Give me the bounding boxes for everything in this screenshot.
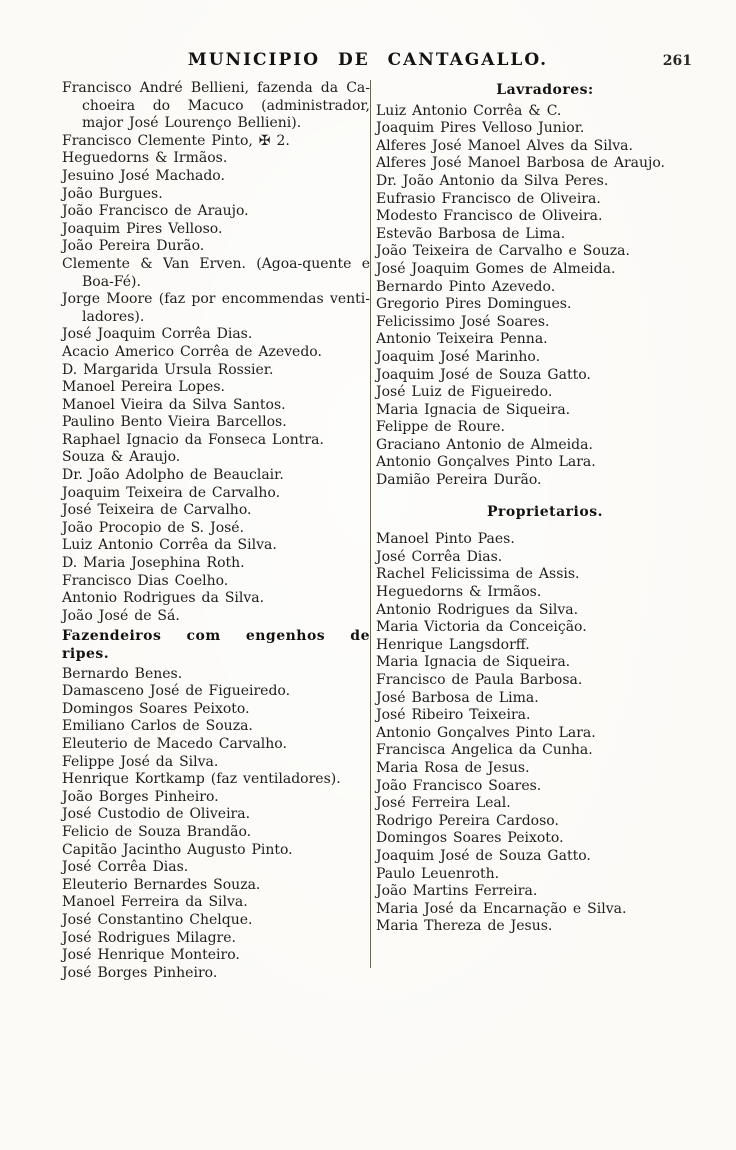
directory-entry: Alferes José Manoel Barbosa de Araujo. [376,155,666,172]
directory-entry: José Constantino Chelque. [62,911,253,928]
directory-entry: Emiliano Carlos de Souza. [62,718,253,735]
directory-entry: Joaquim José de Souza Gatto. [376,847,591,864]
directory-entry: Joaquim Pires Velloso Junior. [376,120,585,137]
directory-entry: Heguedorns & Irmãos. [376,584,542,601]
lavradores-entry-list [376,103,714,490]
directory-entry: Henrique Langsdorff. [376,636,530,653]
directory-entry: Maria Victoria da Conceição. [376,619,587,636]
directory-entry: Maria José da Encarnação e Silva. [376,900,627,917]
directory-entry: Antonio Gonçalves Pinto Lara. [376,724,596,741]
directory-entry: Graciano Antonio de Almeida. [376,436,593,453]
directory-entry: Luiz Antonio Corrêa & C. [376,102,562,119]
directory-entry: Clemente & Van Erven. (Agoa-quente e Boa-Fé). [62,255,370,290]
directory-entry: Maria Thereza de Jesus. [376,918,553,935]
directory-entry: Jorge Moore (faz por encommendas venti-ladores). [62,291,370,325]
directory-entry: Luiz Antonio Corrêa da Silva. [62,537,277,554]
directory-entry: Capitão Jacintho Augusto Pinto. [62,841,293,858]
directory-entry: Felippe de Roure. [376,419,505,436]
directory-entry: José Corrêa Dias. [376,548,503,565]
directory-entry: D. Margarida Ursula Rossier. [62,361,274,378]
directory-entry: Eleuterio Bernardes Souza. [62,876,261,893]
two-column-layout [62,80,714,981]
directory-entry: José Barbosa de Lima. [376,689,539,706]
directory-entry: Joaquim Teixeira de Carvalho. [62,484,281,501]
directory-entry: José Teixeira de Carvalho. [62,502,252,519]
directory-entry: João Pereira Durão. [62,238,205,255]
directory-entry: Felicissimo José Soares. [376,313,550,330]
directory-entry: Bernardo Pinto Azevedo. [376,278,556,295]
directory-entry: Paulo Leuenroth. [376,865,500,882]
directory-entry: João Borges Pinheiro. [62,788,219,805]
directory-entry: Damasceno José de Figueiredo. [62,683,291,700]
directory-entry: Manoel Vieira da Silva Santos. [62,396,286,413]
directory-entry: Acacio Americo Corrêa de Azevedo. [62,343,322,360]
fazendeiros-entry-list [62,666,370,983]
directory-entry: Felicio de Souza Brandão. [62,823,252,840]
directory-entry: Jesuino José Machado. [62,167,225,184]
directory-entry: José Ferreira Leal. [376,795,511,812]
directory-entry: Francisco André Bellieni, fazenda da Ca-choeira do Macuco (administrador, major José Lourenço Bellieni). [62,80,370,132]
directory-entry: João Procopio de S. José. [62,519,245,536]
proprietarios-entry-list [376,531,714,936]
directory-entry: Francisco de Paula Barbosa. [376,672,583,688]
directory-entry: José Joaquim Gomes de Almeida. [376,260,616,277]
page-title: MUNICIPIO DE CANTAGALLO. [187,50,549,70]
directory-entry: Francisco Clemente Pinto, ✠ 2. [62,132,290,149]
section-heading-lavradores: Lavradores: [496,82,594,98]
directory-entry: Heguedorns & Irmãos. [62,150,228,167]
directory-entry: João Teixeira de Carvalho e Souza. [376,243,630,260]
directory-entry: José Ribeiro Teixeira. [376,707,531,724]
page-number: 261 [662,53,692,69]
directory-entry: João Martins Ferreira. [376,883,538,900]
directory-entry: Joaquim José de Souza Gatto. [376,366,591,383]
directory-entry: Bernardo Benes. [62,665,183,682]
directory-entry: José Rodrigues Milagre. [62,929,236,946]
directory-entry: José Luiz de Figueiredo. [376,384,553,401]
directory-entry: João José de Sá. [62,607,180,624]
directory-entry: Damião Pereira Durão. [376,472,542,489]
directory-entry: Rodrigo Pereira Cardoso. [376,812,559,829]
directory-entry: Dr. João Adolpho de Beauclair. [62,467,284,484]
directory-entry: Maria Ignacia de Siqueira. [376,401,571,418]
directory-entry: José Joaquim Corrêa Dias. [62,326,253,343]
directory-entry: Domingos Soares Peixoto. [62,700,250,717]
directory-entry: Antonio Rodrigues da Silva. [62,590,265,607]
directory-entry: Estevão Barbosa de Lima. [376,225,566,242]
right-column [370,80,714,968]
directory-entry: João Francisco de Araujo. [62,203,249,220]
directory-entry: José Custodio de Oliveira. [62,806,251,823]
directory-entry: José Henrique Monteiro. [62,947,240,964]
directory-entry: Manoel Pereira Lopes. [62,379,225,396]
directory-entry: Francisco Dias Coelho. [62,572,229,589]
directory-entry: Maria Rosa de Jesus. [376,759,530,776]
directory-entry: Alferes José Manoel Alves da Silva. [376,137,633,154]
directory-entry: Francisca Angelica da Cunha. [376,742,593,759]
directory-entry: Eleuterio de Macedo Carvalho. [62,735,287,752]
left-column [62,80,370,981]
directory-entry: Rachel Felicissima de Assis. [376,566,580,583]
directory-entry: Modesto Francisco de Oliveira. [376,208,603,225]
page-header [0,50,736,74]
directory-entry: João Francisco Soares. [376,777,542,794]
section-heading-proprietarios: Proprietarios. [487,503,603,520]
directory-entry: Gregorio Pires Domingues. [376,296,572,313]
directory-entry: Paulino Bento Vieira Barcellos. [62,414,287,431]
directory-entry: Dr. João Antonio da Silva Peres. [376,172,609,189]
directory-entry: Domingos Soares Peixoto. [376,830,564,847]
directory-entry: Antonio Teixeira Penna. [376,331,548,348]
directory-entry: Antonio Gonçalves Pinto Lara. [376,454,596,471]
directory-entry: Felippe José da Silva. [62,753,219,770]
directory-entry: Raphael Ignacio da Fonseca Lontra. [62,431,324,448]
directory-entry: Henrique Kortkamp (faz ventiladores). [62,771,341,788]
directory-entry: Manoel Pinto Paes. [376,531,515,548]
directory-entry: Eufrasio Francisco de Oliveira. [376,190,601,207]
directory-entry: Joaquim Pires Velloso. [62,220,223,237]
directory-entry: José Corrêa Dias. [62,859,189,876]
directory-entry: João Burgues. [62,185,163,202]
directory-entry: Maria Ignacia de Siqueira. [376,654,571,671]
directory-entry: D. Maria Josephina Roth. [62,555,245,572]
directory-entry: Manoel Ferreira da Silva. [62,894,248,911]
directory-entry: Souza & Araujo. [62,449,181,466]
left-column-entry-list [62,80,370,625]
directory-entry: José Borges Pinheiro. [62,964,218,981]
directory-entry: Antonio Rodrigues da Silva. [376,601,579,618]
directory-entry: Joaquim José Marinho. [376,348,541,365]
section-heading-fazendeiros: Fazendeiros com engenhos de ripes. [62,628,370,662]
